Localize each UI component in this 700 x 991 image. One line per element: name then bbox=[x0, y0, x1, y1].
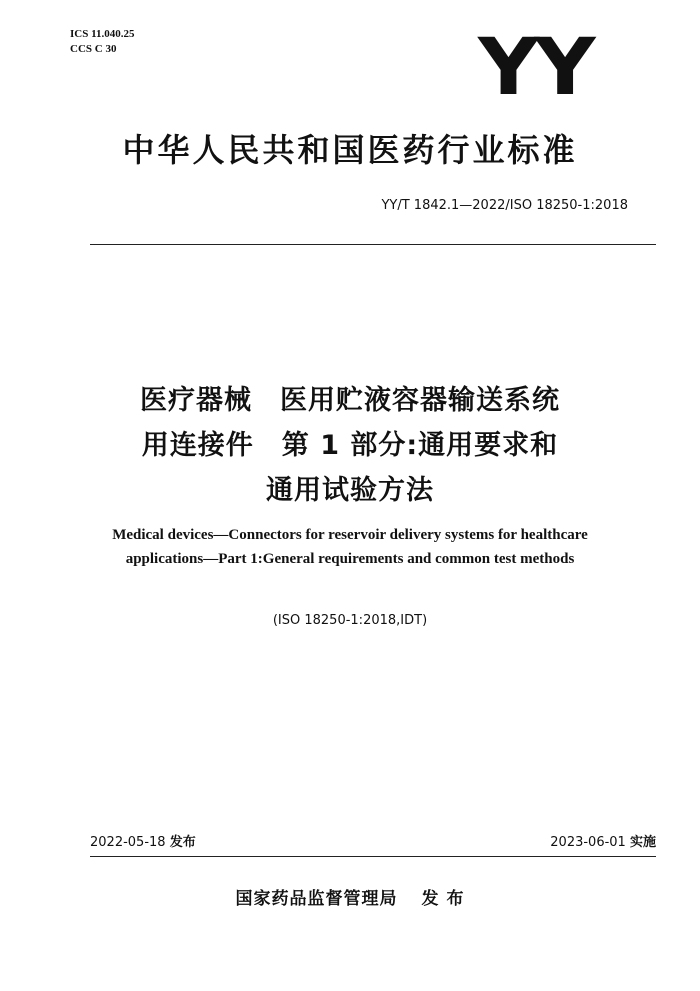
implement-date-block bbox=[550, 834, 656, 852]
yy-logo: YY bbox=[478, 23, 592, 113]
bottom-divider bbox=[90, 856, 656, 857]
issuer-name: 国家药品监督管理局 bbox=[235, 889, 398, 909]
chinese-title-line: 通用试验方法 bbox=[266, 475, 434, 506]
iso-reference: (ISO 18250-1:2018,IDT) bbox=[272, 613, 428, 628]
chinese-title-line: 医疗器械 医用贮液容器输送系统 bbox=[140, 385, 560, 416]
english-title-line: applications—Part 1:General requirements and common test methods bbox=[125, 551, 575, 567]
ics-code: ICS 11.040.25 bbox=[70, 28, 135, 40]
issue-label: 发布 bbox=[169, 835, 196, 850]
classification-codes bbox=[70, 27, 135, 57]
chinese-title-line: 用连接件 第 1 部分:通用要求和 bbox=[141, 430, 559, 461]
issuer-action: 发 布 bbox=[421, 889, 465, 909]
issue-date: 2022-05-18 bbox=[90, 835, 166, 850]
english-title bbox=[0, 523, 700, 571]
chinese-title bbox=[0, 378, 700, 513]
standard-name: 中华人民共和国医药行业标准 bbox=[122, 131, 578, 169]
implement-label: 实施 bbox=[629, 835, 656, 850]
implement-date: 2023-06-01 bbox=[550, 835, 626, 850]
standard-code: YY/T 1842.1—2022/ISO 18250-1:2018 bbox=[381, 198, 628, 213]
ccs-code: CCS C 30 bbox=[70, 43, 117, 55]
issue-date-block bbox=[90, 834, 196, 852]
issuer-block bbox=[0, 887, 700, 911]
top-divider bbox=[90, 244, 656, 245]
english-title-line: Medical devices—Connectors for reservoir delivery systems for healthcare bbox=[112, 527, 588, 543]
